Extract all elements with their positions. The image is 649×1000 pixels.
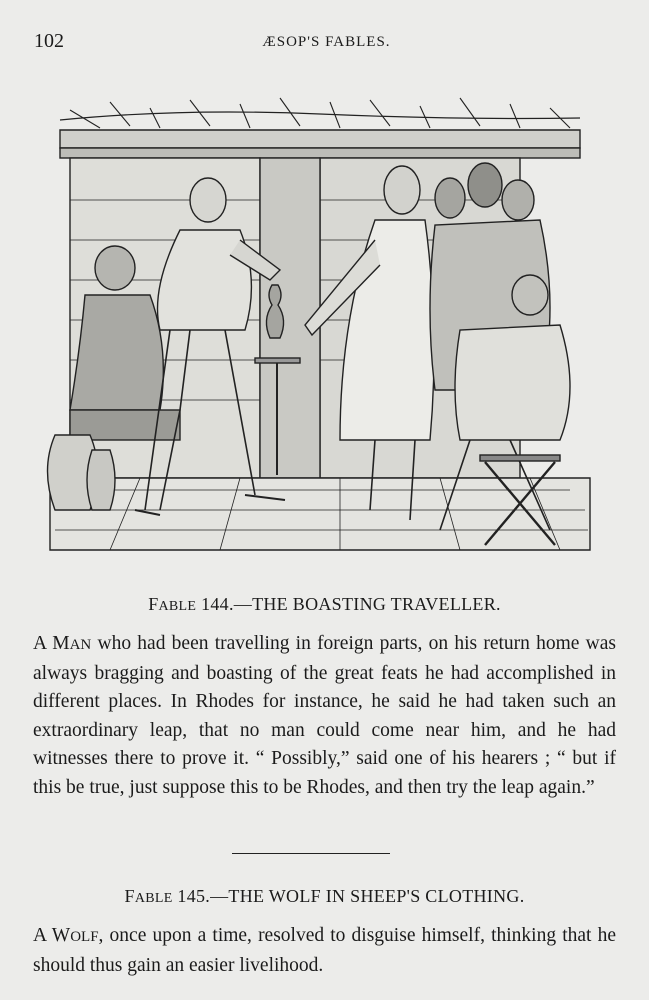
fable-144-title (30, 594, 619, 615)
page-number: 102 (34, 30, 64, 52)
fable-label-rest: ABLE (134, 891, 173, 906)
opening-word-cap: A M (33, 633, 70, 654)
fable-label-initial: F (148, 594, 159, 614)
fable-paragraph: , once upon a time, resolved to disguise himself, thinking that he should thus gain an easier livelihood. (33, 925, 616, 976)
fable-title-text: —THE WOLF IN SHEEP'S CLOTHING. (210, 886, 525, 906)
opening-word-rest: AN (69, 637, 92, 653)
opening-word-rest: OLF (70, 929, 99, 945)
fable-label-initial: F (124, 886, 135, 906)
fable-number: 145. (177, 886, 211, 906)
engraving-illustration (40, 90, 600, 560)
fable-paragraph: who had been travelling in foreign parts, on his return home was always bragging and boasting of the great feats he had accomplished in different places. In Rhodes for instance, he said he had taken such an extraordinary leap, that no man could come near him, and he had witnesses there to prove it. “ Possibly,” said one of his hearers ; “ but if this be true, just suppose this to be Rhodes, and then try the leap again.” (33, 633, 616, 798)
fable-145-title (30, 886, 619, 907)
opening-word-cap: A W (33, 925, 71, 946)
fable-144-text (33, 630, 616, 802)
fable-145-text (33, 922, 616, 980)
fable-title-text: —THE BOASTING TRAVELLER. (233, 594, 501, 614)
page-header (34, 30, 619, 60)
section-divider (232, 853, 390, 854)
running-title: ÆSOP'S FABLES. (262, 34, 391, 50)
fable-label-rest: ABLE (158, 599, 197, 614)
fable-number: 144. (201, 594, 234, 614)
